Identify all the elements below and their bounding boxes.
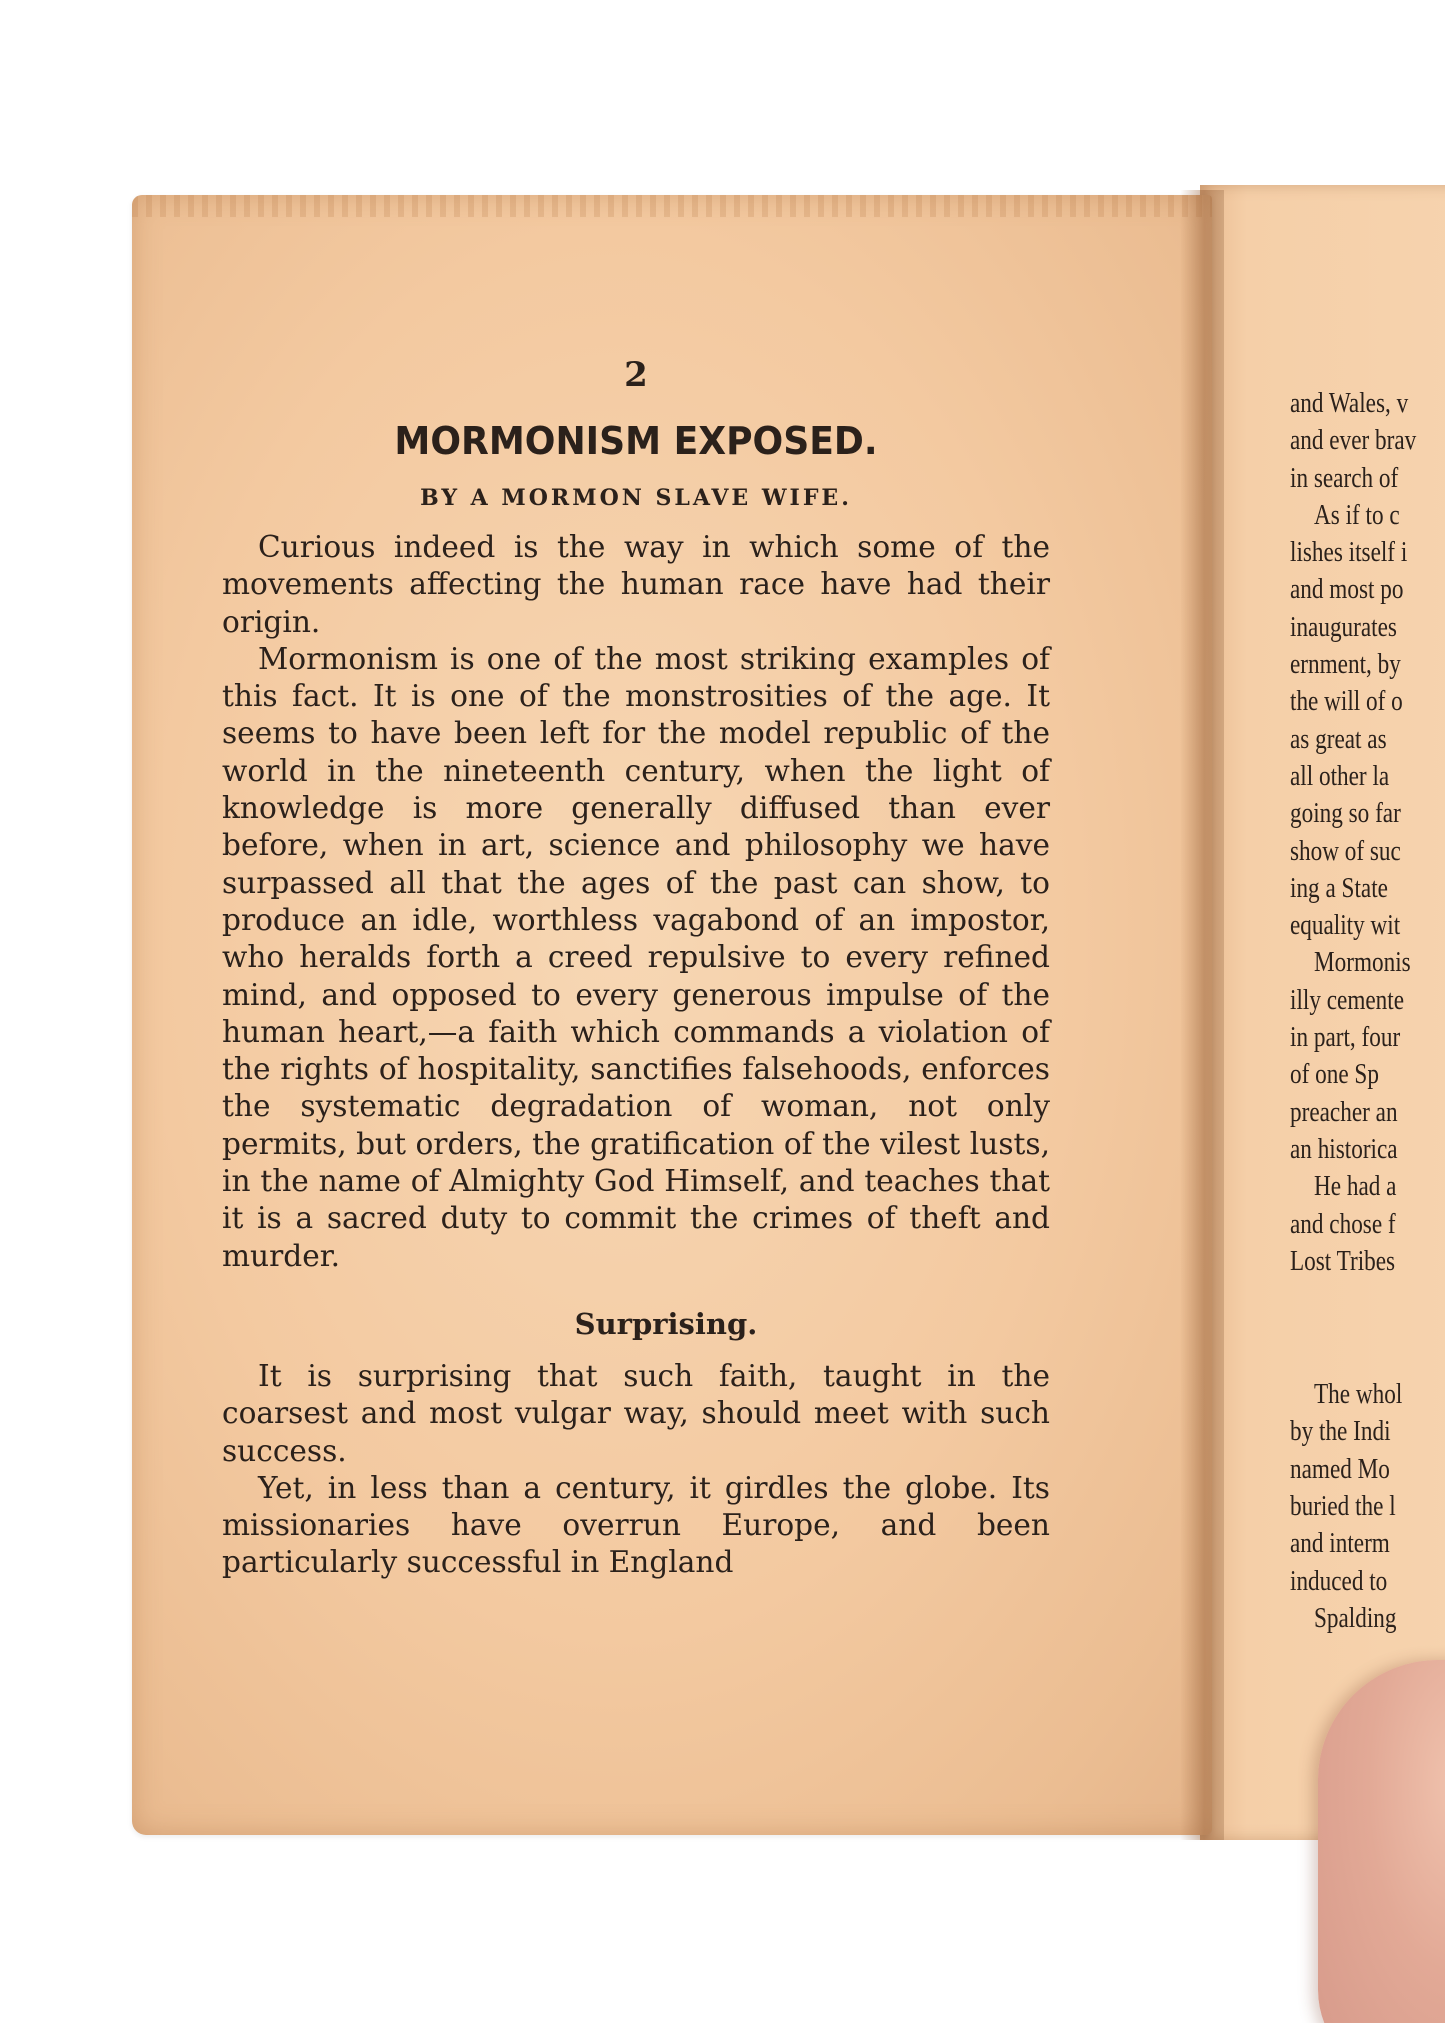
text-line: show of suc [1290,834,1401,867]
left-page-text [222,355,1050,1582]
paragraph: Curious indeed is the way in which some of the movements affecting the human race have had their origin. [222,530,1050,639]
text-line: the will of o [1290,685,1403,718]
thumb [1318,1660,1445,2023]
page-title: MORMONISM EXPOSED. [394,419,878,463]
text-line: as great as [1290,722,1387,755]
text-line: and most po [1290,573,1404,606]
paragraph: It is surprising that such faith, taught in the coarsest and most vulgar way, should meet with such success. [222,1358,1050,1468]
text-line: As if to c [1314,498,1400,531]
paragraph: Mormonism is one of the most striking examples of this fact. It is one of the monstrosities of the age. It seems to have been left for the model republic of the world in the nineteenth century, when the light of knowledge is more generally diffused than ever before, when in art, science and philosophy we have surpassed all that the ages of the past can show, to produce an idle, worthless vagabond of an impostor, who heralds forth a creed repulsive to every refined mind, and opposed to every generous impulse of the human heart,—a faith which commands a violation of the rights of hospitality, sanctifies falsehoods, enforces the systematic degradation of woman, not only permits, but orders, the gratification of the vilest lusts, in the name of Almighty God Himself, and teaches that it is a sacred duty to commit the crimes of theft and murder. [222,641,1050,1273]
text-line: an historica [1290,1132,1398,1165]
text-line: preacher an [1290,1095,1398,1128]
text-line: Mormonis [1314,946,1411,979]
text-line: buried the l [1290,1490,1396,1523]
right-page-text [1290,385,1445,1637]
text-line: in search of [1290,461,1399,494]
text-line: and Wales, v [1290,387,1409,419]
text-line: induced to [1290,1564,1388,1597]
text-line: equality wit [1290,909,1401,942]
paragraph: Yet, in less than a century, it girdles the globe. Its missionaries have overrun Europe, and been particularly successful in England [222,1470,1050,1580]
text-line: and ever brav [1290,424,1417,457]
text-line: and chose f [1290,1207,1396,1240]
text-line: named Mo [1290,1452,1390,1485]
text-line: He had a [1314,1170,1397,1203]
text-line: in part, four [1290,1021,1401,1054]
text-line: illy cemente [1290,983,1405,1016]
text-line: ing a State [1290,871,1388,904]
text-line: lishes itself i [1290,536,1408,569]
text-line: Lost Tribes [1290,1244,1396,1277]
text-line: of one Sp [1290,1058,1379,1091]
text-line: by the Indi [1290,1415,1391,1448]
subheading: Surprising. [574,1306,758,1341]
byline: BY A MORMON SLAVE WIFE. [420,485,852,511]
text-line: inaugurates [1290,610,1397,643]
text-line: going so far [1290,797,1401,830]
text-line: ernment, by [1290,648,1401,681]
text-line: The whol [1314,1378,1403,1411]
book-gutter [1180,190,1224,1840]
text-line: Spalding [1314,1601,1397,1634]
text-line: all other la [1290,759,1390,792]
page-number: 2 [624,355,648,395]
text-line: and interm [1290,1527,1390,1560]
